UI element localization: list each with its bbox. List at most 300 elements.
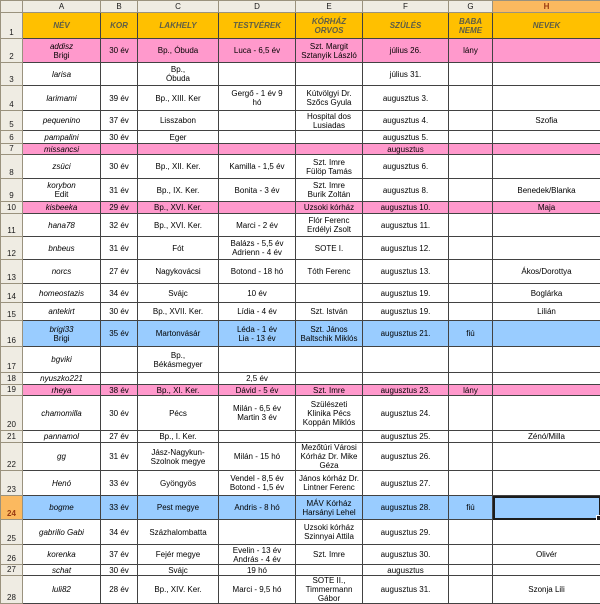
cell-G25[interactable] [449,520,493,545]
cell-B10[interactable] [101,202,138,214]
cell-text-line: chamomilla [24,409,99,418]
cell-A7[interactable] [23,144,101,155]
cell-F13[interactable] [363,260,449,284]
cell-text-line: Lusiadas [297,121,361,130]
cell-H2[interactable] [493,39,600,63]
cell-text-line: augusztus 8. [364,186,447,195]
cell-B7[interactable] [101,144,138,155]
cell-A27[interactable] [23,565,101,576]
cell-F16[interactable] [363,321,449,347]
cell-A10[interactable] [23,202,101,214]
cell-E12[interactable] [296,237,363,260]
row-header-15[interactable] [1,303,23,321]
cell-C12[interactable] [138,237,219,260]
cell-E19[interactable] [296,385,363,396]
cell-H27[interactable] [493,565,600,576]
cell-E7[interactable] [296,144,363,155]
cell-C6[interactable] [138,131,219,144]
row-header-13[interactable] [1,260,23,284]
cell-C15[interactable] [138,303,219,321]
cell-D27[interactable] [219,565,296,576]
cell-F4[interactable] [363,86,449,111]
cell-A21[interactable] [23,431,101,443]
cell-G22[interactable] [449,443,493,471]
cell-A2[interactable] [23,39,101,63]
cell-C27[interactable] [138,565,219,576]
row-header-1[interactable] [1,13,23,39]
cell-A11[interactable] [23,214,101,237]
row-number: 17 [7,362,16,371]
cell-G2[interactable] [449,39,493,63]
cell-B21[interactable] [101,431,138,443]
cell-E24[interactable] [296,496,363,520]
cell-G4[interactable] [449,86,493,111]
cell-C25[interactable] [138,520,219,545]
cell-D11[interactable] [219,214,296,237]
sheet-row [1,347,600,373]
cell-H15[interactable] [493,303,600,321]
cell-D22[interactable] [219,443,296,471]
cell-G10[interactable] [449,202,493,214]
cell-F6[interactable] [363,131,449,144]
cell-E17[interactable] [296,347,363,373]
cell-A16[interactable] [23,321,101,347]
row-header-18[interactable] [1,373,23,385]
cell-A24[interactable] [23,496,101,520]
cell-text-line: Baltschik Miklós [297,334,361,343]
cell-E15[interactable] [296,303,363,321]
cell-G16[interactable] [449,321,493,347]
cell-C23[interactable] [138,471,219,496]
cell-F19[interactable] [363,385,449,396]
cell-H20[interactable] [493,396,600,431]
cell-B15[interactable] [101,303,138,321]
cell-G19[interactable] [449,385,493,396]
cell-C18[interactable] [138,373,219,385]
cell-F28[interactable] [363,576,449,604]
cell-E3[interactable] [296,63,363,86]
cell-F24[interactable] [363,496,449,520]
cell-H3[interactable] [493,63,600,86]
row-number: 1 [9,28,13,37]
cell-A18[interactable] [23,373,101,385]
cell-D21[interactable] [219,431,296,443]
cell-C8[interactable] [138,155,219,179]
column-header-H[interactable] [493,1,600,13]
cell-F25[interactable] [363,520,449,545]
column-header-C[interactable] [138,1,219,13]
cell-G23[interactable] [449,471,493,496]
cell-E28[interactable] [296,576,363,604]
row-header-10[interactable] [1,202,23,214]
cell-C7[interactable] [138,144,219,155]
cell-E16[interactable] [296,321,363,347]
cell-G17[interactable] [449,347,493,373]
cell-F23[interactable] [363,471,449,496]
cell-B8[interactable] [101,155,138,179]
cell-E6[interactable] [296,131,363,144]
cell-C9[interactable] [138,179,219,202]
cell-F10[interactable] [363,202,449,214]
cell-F1[interactable] [363,13,449,39]
cell-A9[interactable] [23,179,101,202]
cell-B12[interactable] [101,237,138,260]
row-header-16[interactable] [1,321,23,347]
cell-E14[interactable] [296,284,363,303]
cell-A5[interactable] [23,111,101,131]
cell-G9[interactable] [449,179,493,202]
cell-C28[interactable] [138,576,219,604]
cell-G18[interactable] [449,373,493,385]
cell-G12[interactable] [449,237,493,260]
row-header-14[interactable] [1,284,23,303]
cell-G8[interactable] [449,155,493,179]
cell-H21[interactable] [493,431,600,443]
cell-A23[interactable] [23,471,101,496]
cell-D8[interactable] [219,155,296,179]
cell-G3[interactable] [449,63,493,86]
cell-F21[interactable] [363,431,449,443]
cell-A26[interactable] [23,545,101,565]
cell-text-line: Martonvásár [139,329,217,338]
cell-H12[interactable] [493,237,600,260]
cell-text-line: korybon [24,181,99,190]
cell-text-line: Pest megye [139,503,217,512]
cell-text-line: Klinika Pécs [297,409,361,418]
cell-H7[interactable] [493,144,600,155]
row-header-3[interactable] [1,63,23,86]
row-header-9[interactable] [1,179,23,202]
row-header-26[interactable] [1,545,23,565]
cell-A8[interactable] [23,155,101,179]
cell-D26[interactable] [219,545,296,565]
cell-D13[interactable] [219,260,296,284]
cell-D18[interactable] [219,373,296,385]
cell-F17[interactable] [363,347,449,373]
cell-C24[interactable] [138,496,219,520]
row-number: 26 [7,554,16,563]
cell-C10[interactable] [138,202,219,214]
row-header-23[interactable] [1,471,23,496]
cell-B19[interactable] [101,385,138,396]
cell-H26[interactable] [493,545,600,565]
cell-D2[interactable] [219,39,296,63]
cell-E13[interactable] [296,260,363,284]
cell-B9[interactable] [101,179,138,202]
cell-E20[interactable] [296,396,363,431]
row-header-6[interactable] [1,131,23,144]
row-header-28[interactable] [1,576,23,604]
cell-E23[interactable] [296,471,363,496]
cell-E18[interactable] [296,373,363,385]
column-header-E[interactable] [296,1,363,13]
cell-A3[interactable] [23,63,101,86]
cell-H19[interactable] [493,385,600,396]
cell-G27[interactable] [449,565,493,576]
cell-text-line: augusztus 29. [364,528,447,537]
cell-text-line: augusztus 4. [364,116,447,125]
row-header-7[interactable] [1,144,23,155]
cell-A15[interactable] [23,303,101,321]
cell-E21[interactable] [296,431,363,443]
cell-E22[interactable] [296,443,363,471]
row-header-12[interactable] [1,237,23,260]
cell-F22[interactable] [363,443,449,471]
cell-C1[interactable] [138,13,219,39]
cell-G15[interactable] [449,303,493,321]
cell-H6[interactable] [493,131,600,144]
cell-C20[interactable] [138,396,219,431]
cell-B24[interactable] [101,496,138,520]
cell-text-line: Zénó/Milla [494,432,599,441]
cell-H8[interactable] [493,155,600,179]
cell-D7[interactable] [219,144,296,155]
cell-E27[interactable] [296,565,363,576]
cell-text-line: rheya [24,386,99,395]
cell-F18[interactable] [363,373,449,385]
cell-H25[interactable] [493,520,600,545]
cell-F26[interactable] [363,545,449,565]
cell-F2[interactable] [363,39,449,63]
cell-H17[interactable] [493,347,600,373]
cell-B2[interactable] [101,39,138,63]
row-header-24[interactable] [1,496,23,520]
cell-text-line: 27 év [102,267,136,276]
cell-B28[interactable] [101,576,138,604]
cell-D10[interactable] [219,202,296,214]
cell-B23[interactable] [101,471,138,496]
cell-H1[interactable] [493,13,600,39]
cell-D17[interactable] [219,347,296,373]
row-header-11[interactable] [1,214,23,237]
cell-C21[interactable] [138,431,219,443]
cell-G21[interactable] [449,431,493,443]
cell-G28[interactable] [449,576,493,604]
cell-C11[interactable] [138,214,219,237]
cell-text-line: Edit [24,190,99,199]
cell-G1[interactable] [449,13,493,39]
row-header-17[interactable] [1,347,23,373]
cell-F7[interactable] [363,144,449,155]
cell-D1[interactable] [219,13,296,39]
cell-E8[interactable] [296,155,363,179]
cell-G5[interactable] [449,111,493,131]
cell-B4[interactable] [101,86,138,111]
cell-B22[interactable] [101,443,138,471]
cell-B20[interactable] [101,396,138,431]
cell-D16[interactable] [219,321,296,347]
cell-F20[interactable] [363,396,449,431]
cell-E9[interactable] [296,179,363,202]
cell-B17[interactable] [101,347,138,373]
cell-H9[interactable] [493,179,600,202]
cell-A4[interactable] [23,86,101,111]
cell-E2[interactable] [296,39,363,63]
cell-B13[interactable] [101,260,138,284]
cell-A13[interactable] [23,260,101,284]
cell-C14[interactable] [138,284,219,303]
cell-C16[interactable] [138,321,219,347]
column-header-D[interactable] [219,1,296,13]
cell-B26[interactable] [101,545,138,565]
cell-H5[interactable] [493,111,600,131]
cell-D23[interactable] [219,471,296,496]
cell-D9[interactable] [219,179,296,202]
cell-F11[interactable] [363,214,449,237]
sheet-row [1,179,600,202]
cell-H23[interactable] [493,471,600,496]
cell-G6[interactable] [449,131,493,144]
header-label-line: TESTVÉREK [220,21,294,30]
cell-D4[interactable] [219,86,296,111]
column-header-A[interactable] [23,1,101,13]
cell-A22[interactable] [23,443,101,471]
sheet-row [1,202,600,214]
cell-D24[interactable] [219,496,296,520]
cell-text-line: augusztus 27. [364,479,447,488]
column-letter: B [116,2,121,11]
cell-B27[interactable] [101,565,138,576]
cell-G11[interactable] [449,214,493,237]
cell-A6[interactable] [23,131,101,144]
cell-D14[interactable] [219,284,296,303]
cell-C13[interactable] [138,260,219,284]
cell-H10[interactable] [493,202,600,214]
cell-A28[interactable] [23,576,101,604]
cell-E26[interactable] [296,545,363,565]
cell-B3[interactable] [101,63,138,86]
cell-text-line: Bp., XVI. Ker. [139,203,217,212]
cell-H4[interactable] [493,86,600,111]
cell-A20[interactable] [23,396,101,431]
row-header-19[interactable] [1,385,23,396]
cell-F14[interactable] [363,284,449,303]
column-header-F[interactable] [363,1,449,13]
cell-E1[interactable] [296,13,363,39]
column-header-B[interactable] [101,1,138,13]
cell-text-line: augusztus 6. [364,162,447,171]
cell-B5[interactable] [101,111,138,131]
cell-B1[interactable] [101,13,138,39]
cell-D19[interactable] [219,385,296,396]
sheet-row [1,520,600,545]
cell-A14[interactable] [23,284,101,303]
row-header-5[interactable] [1,111,23,131]
cell-E25[interactable] [296,520,363,545]
row-header-22[interactable] [1,443,23,471]
cell-text-line: Brigi [24,51,99,60]
column-letter: F [403,2,408,11]
cell-F5[interactable] [363,111,449,131]
row-header-20[interactable] [1,396,23,431]
cell-H24[interactable] [493,496,600,520]
sheet-row [1,39,600,63]
cell-C26[interactable] [138,545,219,565]
select-all-corner[interactable] [1,1,23,13]
cell-H14[interactable] [493,284,600,303]
cell-D6[interactable] [219,131,296,144]
row-header-25[interactable] [1,520,23,545]
cell-B14[interactable] [101,284,138,303]
row-number: 12 [7,249,16,258]
row-header-8[interactable] [1,155,23,179]
cell-F8[interactable] [363,155,449,179]
cell-F3[interactable] [363,63,449,86]
cell-C4[interactable] [138,86,219,111]
cell-B25[interactable] [101,520,138,545]
cell-B16[interactable] [101,321,138,347]
cell-C17[interactable] [138,347,219,373]
cell-A1[interactable] [23,13,101,39]
cell-text-line: Kútvölgyi Dr. [297,89,361,98]
cell-text-line: augusztus 19. [364,307,447,316]
cell-F15[interactable] [363,303,449,321]
cell-C5[interactable] [138,111,219,131]
cell-D5[interactable] [219,111,296,131]
cell-G26[interactable] [449,545,493,565]
cell-E10[interactable] [296,202,363,214]
cell-G13[interactable] [449,260,493,284]
cell-text-line: Mezőtúri Városi [297,443,361,452]
cell-H22[interactable] [493,443,600,471]
row-header-4[interactable] [1,86,23,111]
cell-B18[interactable] [101,373,138,385]
cell-D12[interactable] [219,237,296,260]
cell-C22[interactable] [138,443,219,471]
cell-C2[interactable] [138,39,219,63]
cell-text-line: 31 év [102,186,136,195]
cell-G20[interactable] [449,396,493,431]
row-header-27[interactable] [1,565,23,576]
cell-H28[interactable] [493,576,600,604]
cell-C19[interactable] [138,385,219,396]
column-header-G[interactable] [449,1,493,13]
cell-B11[interactable] [101,214,138,237]
cell-H18[interactable] [493,373,600,385]
cell-C3[interactable] [138,63,219,86]
cell-A25[interactable] [23,520,101,545]
cell-text-line: augusztus 11. [364,221,447,230]
cell-A17[interactable] [23,347,101,373]
cell-text-line: Bp., XIV. Ker. [139,585,217,594]
cell-H16[interactable] [493,321,600,347]
cell-text-line: hana78 [24,221,99,230]
cell-E11[interactable] [296,214,363,237]
cell-A19[interactable] [23,385,101,396]
cell-D20[interactable] [219,396,296,431]
cell-E4[interactable] [296,86,363,111]
cell-D15[interactable] [219,303,296,321]
cell-H13[interactable] [493,260,600,284]
row-header-21[interactable] [1,431,23,443]
cell-D3[interactable] [219,63,296,86]
cell-A12[interactable] [23,237,101,260]
cell-F27[interactable] [363,565,449,576]
row-number: 16 [7,336,16,345]
cell-F12[interactable] [363,237,449,260]
cell-D25[interactable] [219,520,296,545]
cell-F9[interactable] [363,179,449,202]
cell-E5[interactable] [296,111,363,131]
cell-text-line: 37 év [102,116,136,125]
cell-G14[interactable] [449,284,493,303]
cell-D28[interactable] [219,576,296,604]
row-header-2[interactable] [1,39,23,63]
cell-G7[interactable] [449,144,493,155]
cell-H11[interactable] [493,214,600,237]
cell-B6[interactable] [101,131,138,144]
cell-G24[interactable] [449,496,493,520]
